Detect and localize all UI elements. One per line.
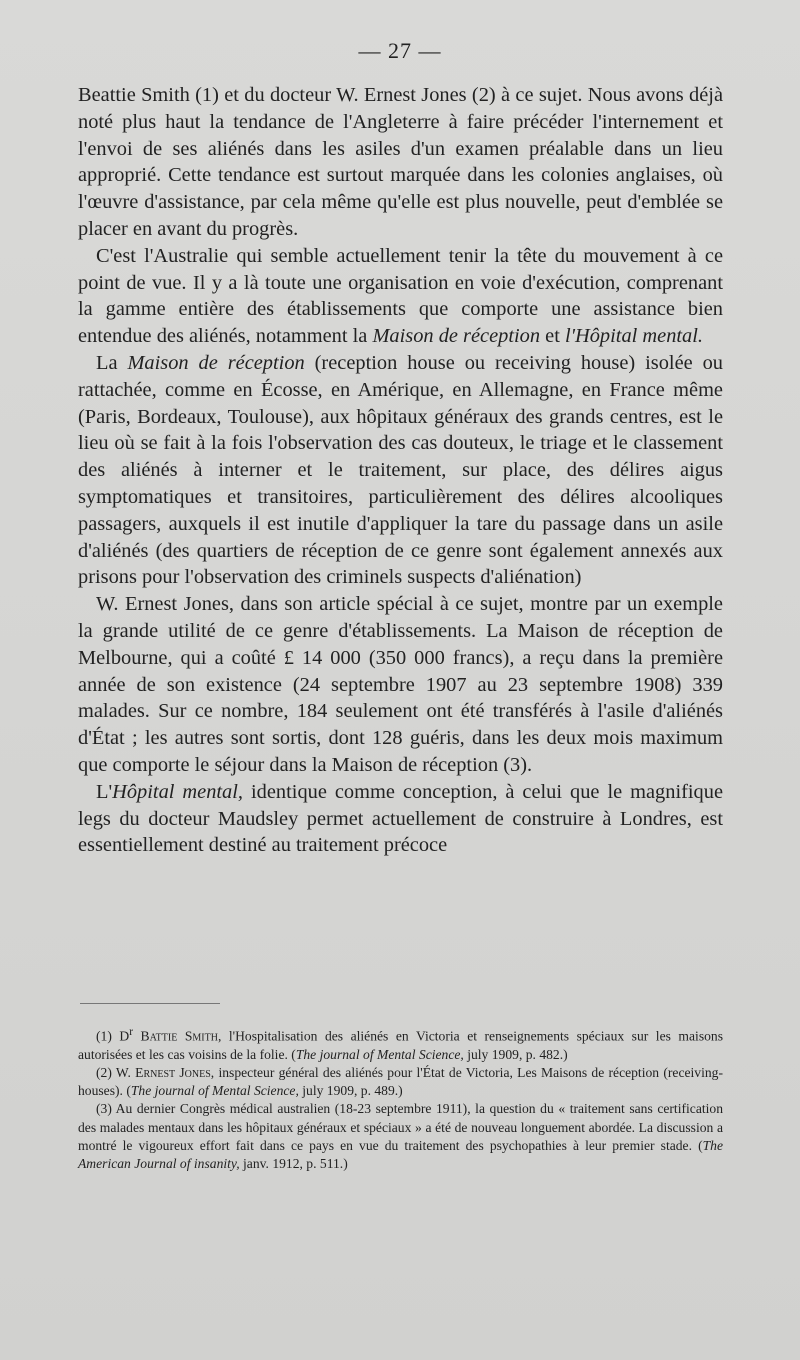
- text-run: july 1909, p. 489.): [298, 1083, 403, 1099]
- footnote: [78, 1023, 723, 1064]
- paragraph: [78, 350, 723, 591]
- page-number: — 27 —: [358, 38, 442, 63]
- text-run: C'est l'Australie qui semble actuellement tenir la tête du mouvement à ce point de vue. Il y a là toute une organisation en voie d'exécution, comprenant la gamme entière des établissements que comporte une assistance bien entendue des aliénés, notamment la: [78, 244, 723, 348]
- text-run: l'Hospitalisation des aliénés en Victoria et renseignements spéciaux sur les maisons autorisées et les cas voisins de la folie. (: [78, 1028, 723, 1062]
- paragraph: [78, 82, 723, 243]
- text-run: The journal of Mental Science,: [130, 1083, 299, 1099]
- text-run: Maison de réception: [127, 351, 305, 374]
- text-run: r: [129, 1026, 133, 1038]
- main-text: [78, 82, 723, 859]
- text-run: L': [96, 780, 113, 803]
- footnote: [78, 1064, 723, 1100]
- footnote-separator: [80, 1003, 220, 1004]
- text-run: Ernest Jones,: [135, 1064, 215, 1080]
- text-run: l'Hôpital mental.: [564, 325, 704, 348]
- text-run: (1) D: [96, 1028, 130, 1044]
- text-run: identique comme conception, à celui que le magnifique legs du docteur Maudsley permet actuellement de construire à Londres, est essentiellement destiné au traitement précoce: [78, 780, 724, 857]
- text-run: janv. 1912, p. 511.): [239, 1155, 348, 1171]
- footnotes: [78, 1023, 723, 1173]
- text-run: Hôpital mental,: [112, 780, 244, 803]
- paragraph: [78, 591, 723, 779]
- paragraph: [78, 243, 723, 350]
- text-run: Battie Smith,: [140, 1028, 222, 1044]
- text-run: The journal of Mental Science,: [295, 1046, 464, 1062]
- text-run: La: [96, 351, 128, 374]
- text-run: july 1909, p. 482.): [463, 1046, 568, 1062]
- text-run: (2) W.: [96, 1064, 136, 1080]
- paragraph: [78, 779, 723, 859]
- text-run: [133, 1029, 141, 1044]
- text-run: et: [540, 325, 565, 348]
- text-run: Beattie Smith (1) et du docteur W. Ernest Jones (2) à ce sujet. Nous avons déjà noté plus haut la tendance de l'Angleterre à faire précéder l'internement et l'envoi de ses aliénés dans les asiles d'un examen préalable dans un lieu approprié. Cette tendance est surtout marquée dans les colonies anglaises, où l'œuvre d'assistance, par cela même qu'elle est plus nouvelle, peut d'emblée se placer en avant du progrès.: [78, 84, 723, 240]
- footnote: [78, 1100, 723, 1173]
- text-run: Maison de réception: [372, 325, 541, 348]
- text-run: (3) Au dernier Congrès médical australien (18-23 septembre 1911), la question du « traitement sans certification des malades mentaux dans les hôpitaux généraux et spéciaux » a été de nouveau longuement abordée. La discussion a montré le vigoureux effort fait dans ce pays en vue du traitement des psychopathies à leur premier stade. (: [78, 1101, 723, 1153]
- text-run: The American Journal of insanity,: [78, 1137, 723, 1171]
- text-run: W. Ernest Jones, dans son article spécial à ce sujet, montre par un exemple la grande utilité de ce genre d'établissements. La Maison de réception de Melbourne, qui a coûté £ 14 000 (350 000 francs), a reçu dans la première année de son existence (24 septembre 1907 au 23 septembre 1908) 339 malades. Sur ce nombre, 184 seulement ont été transférés à l'asile d'aliénés d'État ; les autres sont sortis, dont 128 guéris, dans les deux mois maximum que comporte le séjour dans la Maison de réception (3).: [78, 593, 723, 776]
- text-run: inspecteur général des aliénés pour l'État de Victoria, Les Maisons de réception (receiving-houses). (: [78, 1064, 723, 1099]
- text-run: (reception house ou receiving house) isolée ou rattachée, comme en Écosse, en Amérique, en Allemagne, en France même (Paris, Bordeaux, Toulouse), aux hôpitaux généraux des grands centres, est le lieu où se fait à la fois l'observation des cas douteux, le triage et le classement des aliénés à interner et le traitement, sur place, des délires aigus symptomatiques et transitoires, particulièrement des délires alcooliques passagers, auxquels il est inutile d'appliquer la tare du passage dans un asile d'aliénés (des quartiers de réception de ce genre sont également annexés aux prisons pour l'observation des criminels suspects d'aliénation): [78, 351, 723, 589]
